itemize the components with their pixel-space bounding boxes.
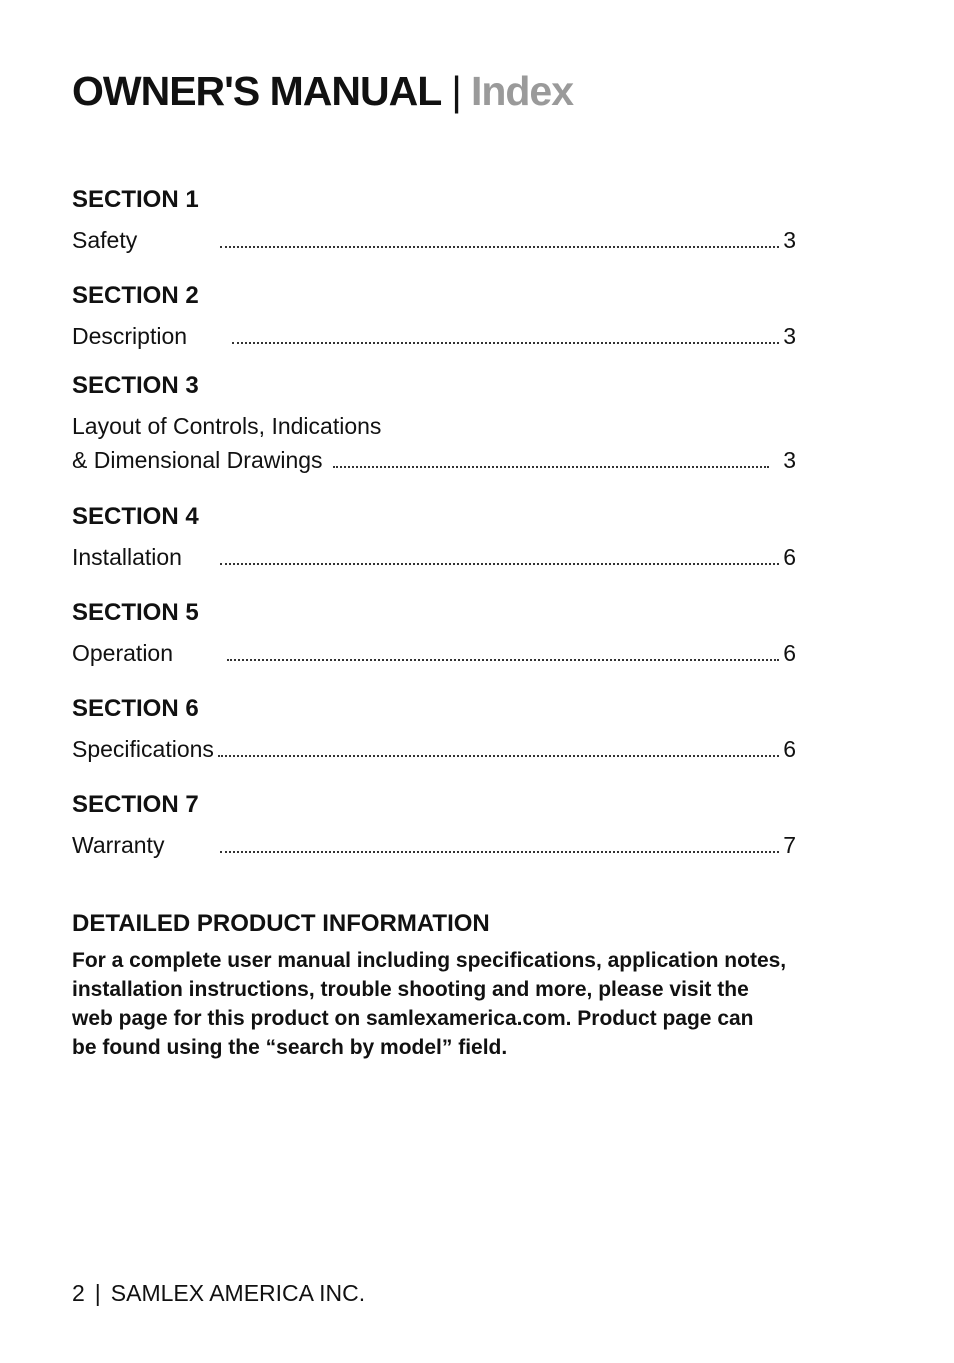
detail-line: installation instructions, trouble shooting and more, please visit the xyxy=(72,978,749,1001)
toc-page-number: 6 xyxy=(783,544,796,570)
detailed-product-info xyxy=(72,908,802,1062)
detail-line: be found using the “search by model” field. xyxy=(72,1036,508,1059)
toc-entry-label: Operation xyxy=(72,640,174,666)
toc-section-2 xyxy=(72,281,796,351)
toc-entry-description[interactable] xyxy=(72,321,796,351)
toc-section-7 xyxy=(72,790,796,860)
toc-entry-label-line1[interactable]: Layout of Controls, Indications xyxy=(72,413,382,439)
toc-section-1 xyxy=(72,185,796,255)
toc-entry-label: Description xyxy=(72,323,188,349)
toc-entry-label: Warranty xyxy=(72,832,165,858)
dot-leader xyxy=(218,755,779,757)
toc-entry-installation[interactable] xyxy=(72,542,796,572)
toc-entry-operation[interactable] xyxy=(72,638,796,668)
toc-entry-label: Safety xyxy=(72,227,138,253)
dot-leader xyxy=(227,659,779,661)
detail-body xyxy=(72,946,802,1062)
toc-entry-label: & Dimensional Drawings xyxy=(72,447,323,473)
dot-leader xyxy=(333,466,770,468)
section-heading: SECTION 4 xyxy=(72,503,199,530)
page-footer xyxy=(72,1280,365,1307)
dot-leader xyxy=(232,342,779,344)
page-title xyxy=(72,68,573,115)
toc-page-number: 6 xyxy=(783,640,796,666)
dot-leader xyxy=(220,851,779,853)
toc-page-number: 7 xyxy=(783,832,796,858)
toc-entry-label: Installation xyxy=(72,544,182,570)
footer-separator: | xyxy=(94,1280,101,1306)
toc-entry-safety[interactable] xyxy=(72,225,796,255)
section-heading: SECTION 5 xyxy=(72,599,199,626)
detail-line: web page for this product on samlexamerica.com. Product page can xyxy=(72,1007,754,1030)
section-heading: SECTION 7 xyxy=(72,791,199,818)
dot-leader xyxy=(220,563,779,565)
toc-entry-layout[interactable] xyxy=(72,445,796,475)
title-subtitle: Index xyxy=(470,68,574,114)
detail-heading: DETAILED PRODUCT INFORMATION xyxy=(72,910,490,937)
dot-leader xyxy=(220,246,779,248)
title-main: OWNER'S MANUAL xyxy=(72,68,442,114)
title-separator: | xyxy=(451,68,461,114)
toc-entry-warranty[interactable] xyxy=(72,830,796,860)
toc-section-4 xyxy=(72,502,796,572)
toc-section-6 xyxy=(72,694,796,764)
toc-section-3 xyxy=(72,371,796,475)
section-heading: SECTION 6 xyxy=(72,695,199,722)
detail-line: For a complete user manual including specifications, application notes, xyxy=(72,949,787,972)
section-heading: SECTION 1 xyxy=(72,186,199,213)
toc-page-number: 3 xyxy=(783,447,796,473)
section-heading: SECTION 3 xyxy=(72,372,199,399)
section-heading: SECTION 2 xyxy=(72,282,199,309)
toc-page-number: 3 xyxy=(783,227,796,253)
toc-section-5 xyxy=(72,598,796,668)
toc-entry-label: Specifications xyxy=(72,736,214,762)
toc-page-number: 6 xyxy=(783,736,796,762)
toc-entry-specifications[interactable] xyxy=(72,734,796,764)
footer-page-number: 2 xyxy=(72,1280,85,1306)
toc-page-number: 3 xyxy=(783,323,796,349)
footer-company: SAMLEX AMERICA INC. xyxy=(110,1280,366,1306)
